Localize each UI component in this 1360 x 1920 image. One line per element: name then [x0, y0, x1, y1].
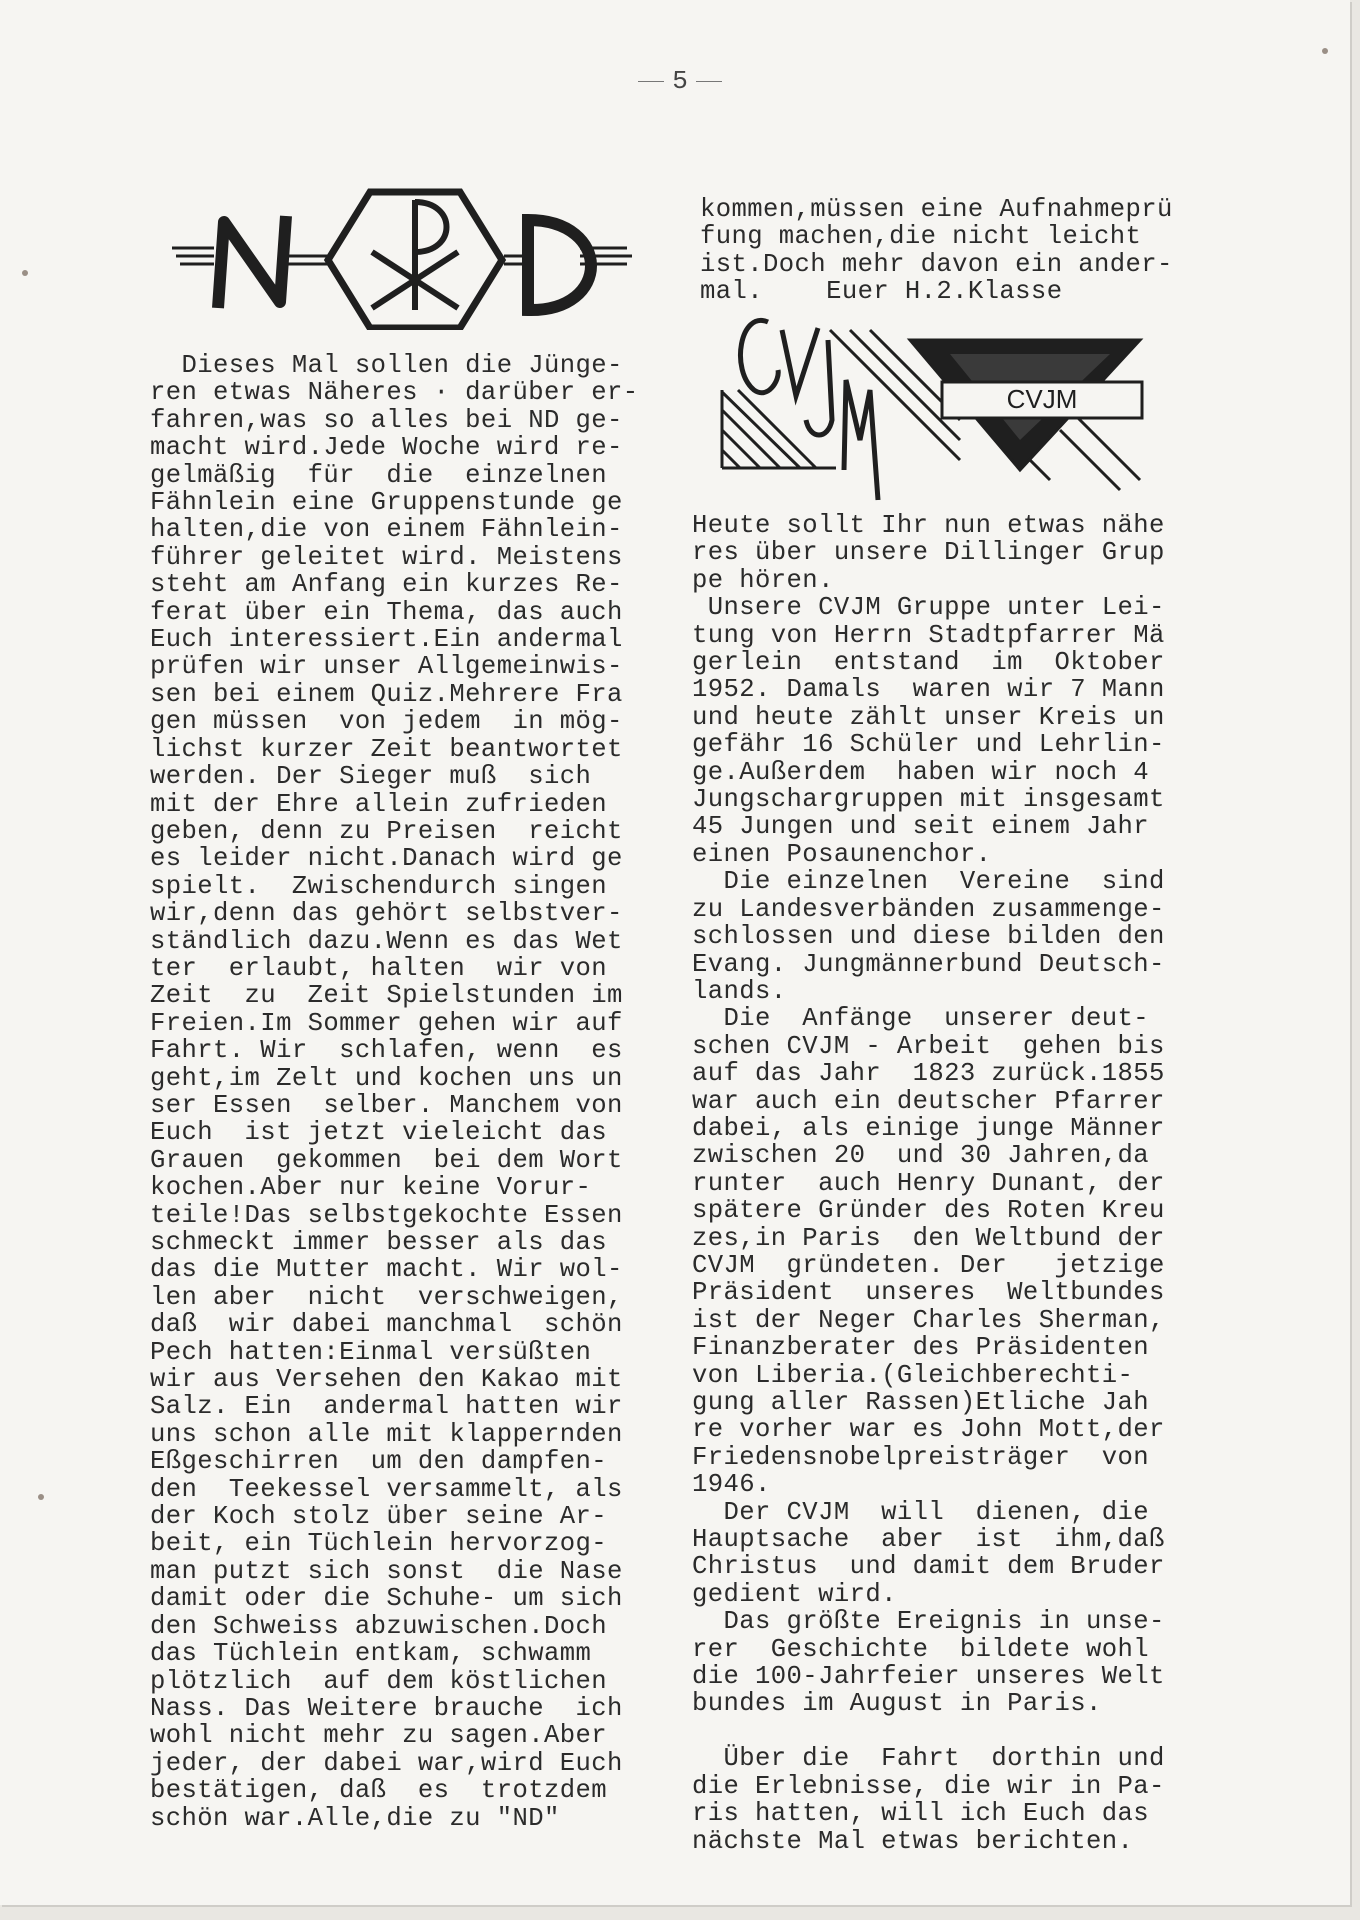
text-line: schen CVJM - Arbeit gehen bis [692, 1031, 1165, 1061]
text-line: Über die Fahrt dorthin und [692, 1744, 1165, 1774]
text-line: ist der Neger Charles Sherman, [692, 1305, 1165, 1335]
text-line: 1946. [692, 1470, 771, 1500]
text-line: ferat über ein Thema, das auch [150, 597, 623, 627]
text-line: CVJM gründeten. Der jetzige [692, 1250, 1165, 1280]
text-line: res über unsere Dillinger Grup [692, 538, 1165, 568]
text-line: schlossen und diese bilden den [692, 922, 1165, 952]
text-line: wohl nicht mehr zu sagen.Aber [150, 1721, 608, 1751]
text-line: 45 Jungen und seit einem Jahr [692, 812, 1150, 842]
text-line: nächste Mal etwas berichten. [692, 1826, 1134, 1856]
text-line: Freien.Im Sommer gehen wir auf [150, 1008, 623, 1038]
paper-speck [22, 270, 28, 276]
text-line: Salz. Ein andermal hatten wir [150, 1392, 623, 1422]
text-line: wir aus Versehen den Kakao mit [150, 1365, 623, 1395]
text-line: prüfen wir unser Allgemeinwis- [150, 652, 623, 682]
text-line: steht am Anfang ein kurzes Re- [150, 570, 623, 600]
text-line: einen Posaunenchor. [692, 839, 992, 869]
text-line: tung von Herrn Stadtpfarrer Mä [692, 620, 1165, 650]
text-line: daß wir dabei manchmal schön [150, 1310, 623, 1340]
text-line: Unsere CVJM Gruppe unter Lei- [692, 593, 1165, 623]
right-column-text [692, 512, 1212, 1855]
text-line: ist.Doch mehr davon ein ander- [700, 249, 1173, 279]
text-line: führer geleitet wird. Meistens [150, 542, 623, 572]
page-number [620, 66, 740, 96]
text-line: fung machen,die nicht leicht [700, 222, 1142, 252]
cvjm-banner-text: CVJM [1006, 384, 1078, 414]
text-line: geben, denn zu Preisen reicht [150, 816, 623, 846]
dash-right [696, 81, 722, 82]
left-column-text [150, 352, 670, 1832]
text-line: gerlein entstand im Oktober [692, 648, 1165, 678]
text-line: damit oder die Schuhe- um sich [150, 1584, 623, 1614]
cvjm-triangle-logo-icon [720, 300, 1160, 520]
text-line: die 100-Jahrfeier unseres Welt [692, 1662, 1165, 1692]
text-line: geht,im Zelt und kochen uns un [150, 1063, 623, 1093]
text-line: das Tüchlein entkam, schwamm [150, 1639, 592, 1669]
text-line: gefähr 16 Schüler und Lehrlin- [692, 730, 1165, 760]
text-line: kochen.Aber nur keine Vorur- [150, 1173, 592, 1203]
text-line: Christus und damit dem Bruder [692, 1552, 1165, 1582]
text-line: ständlich dazu.Wenn es das Wet [150, 926, 623, 956]
text-line: das die Mutter macht. Wir wol- [150, 1255, 623, 1285]
text-line: der Koch stolz über seine Ar- [150, 1502, 608, 1532]
text-line: sen bei einem Quiz.Mehrere Fra [150, 679, 623, 709]
text-line: Hauptsache aber ist ihm,daß [692, 1525, 1165, 1555]
text-line: die Erlebnisse, die wir in Pa- [692, 1771, 1165, 1801]
text-line: Jungschargruppen mit insgesamt [692, 785, 1165, 815]
text-line: teile!Das selbstgekochte Essen [150, 1200, 623, 1230]
text-line: Die Anfänge unserer deut- [692, 1004, 1150, 1034]
text-line: Grauen gekommen bei dem Wort [150, 1145, 623, 1175]
text-line: runter auch Henry Dunant, der [692, 1168, 1165, 1198]
text-line: Das größte Ereignis in unse- [692, 1607, 1165, 1637]
text-line: werden. Der Sieger muß sich [150, 762, 592, 792]
paper-speck [1322, 48, 1328, 54]
text-line: bestätigen, daß es trotzdem [150, 1776, 608, 1806]
text-line: Nass. Das Weitere brauche ich [150, 1693, 623, 1723]
text-line: lichst kurzer Zeit beantwortet [150, 734, 623, 764]
text-line: spätere Gründer des Roten Kreu [692, 1196, 1165, 1226]
text-line: Die einzelnen Vereine sind [692, 867, 1165, 897]
text-line: Präsident unseres Weltbundes [692, 1278, 1165, 1308]
text-line: man putzt sich sonst die Nase [150, 1556, 623, 1586]
text-line: gung aller Rassen)Etliche Jah [692, 1388, 1150, 1417]
dash-left [638, 81, 664, 82]
text-line: gedient wird. [692, 1579, 897, 1609]
text-line: kommen,müssen eine Aufnahmeprü [700, 195, 1173, 224]
text-line: halten,die von einem Fähnlein- [150, 515, 623, 545]
text-line: schön war.Alle,die zu "ND" [150, 1803, 560, 1833]
text-line: Pech hatten:Einmal versüßten [150, 1337, 592, 1367]
text-line: ter erlaubt, halten wir von [150, 953, 608, 983]
paper-speck [38, 1494, 44, 1500]
text-line: Friedensnobelpreisträger von [692, 1442, 1150, 1472]
text-line: und heute zählt unser Kreis un [692, 702, 1165, 732]
text-line: zwischen 20 und 30 Jahren,da [692, 1141, 1150, 1171]
text-line: gen müssen von jedem in mög- [150, 707, 623, 737]
text-line: mal. Euer H.2.Klasse [700, 277, 1063, 307]
text-line: schmeckt immer besser als das [150, 1228, 608, 1257]
text-line: Fahrt. Wir schlafen, wenn es [150, 1036, 623, 1066]
text-line: war auch ein deutscher Pfarrer [692, 1086, 1165, 1116]
text-line: es leider nicht.Danach wird ge [150, 844, 623, 874]
text-line: jeder, der dabei war,wird Euch [150, 1748, 623, 1778]
text-line: Fähnlein eine Gruppenstunde ge [150, 488, 623, 518]
text-line: auf das Jahr 1823 zurück.1855 [692, 1059, 1165, 1089]
text-line: Euch ist jetzt vieleicht das [150, 1118, 608, 1148]
text-line: Der CVJM will dienen, die [692, 1497, 1150, 1527]
nd-chi-rho-logo-icon [172, 180, 672, 330]
text-line: rer Geschichte bildete wohl [692, 1634, 1150, 1664]
paper-show-through [680, 140, 1200, 200]
page-number-text: 5 [672, 66, 688, 96]
text-line: zes,in Paris den Weltbund der [692, 1223, 1165, 1253]
text-line: spielt. Zwischendurch singen [150, 871, 608, 901]
text-line: zu Landesverbänden zusammenge- [692, 894, 1165, 924]
text-line: pe hören. [692, 565, 834, 595]
text-line: fahren,was so alles bei ND ge- [150, 405, 623, 435]
text-line: Euch interessiert.Ein andermal [150, 625, 623, 655]
text-line: Dieses Mal sollen die Jünge- [150, 351, 623, 380]
text-line: 1952. Damals waren wir 7 Mann [692, 675, 1165, 705]
text-line: den Schweiss abzuwischen.Doch [150, 1611, 608, 1641]
text-line: ris hatten, will ich Euch das [692, 1799, 1150, 1829]
text-line: plötzlich auf dem köstlichen [150, 1666, 608, 1696]
text-line: wir,denn das gehört selbstver- [150, 899, 623, 929]
text-line [692, 1718, 1212, 1745]
text-line: von Liberia.(Gleichberechti- [692, 1360, 1134, 1390]
text-line: beit, ein Tüchlein hervorzog- [150, 1529, 608, 1559]
text-line: Heute sollt Ihr nun etwas nähe [692, 511, 1165, 540]
text-line: bundes im August in Paris. [692, 1689, 1102, 1719]
text-line: ren etwas Näheres · darüber er- [150, 378, 639, 408]
text-line: len aber nicht verschweigen, [150, 1282, 623, 1312]
text-line: gelmäßig für die einzelnen [150, 460, 608, 490]
text-line: uns schon alle mit klappernden [150, 1419, 623, 1449]
text-line: ser Essen selber. Manchem von [150, 1090, 623, 1120]
text-line: den Teekessel versammelt, als [150, 1474, 623, 1504]
text-line: Finanzberater des Präsidenten [692, 1333, 1150, 1363]
text-line: lands. [692, 976, 787, 1006]
text-line: Eßgeschirren um den dampfen- [150, 1447, 608, 1477]
text-line: mit der Ehre allein zufrieden [150, 789, 608, 819]
text-line: Zeit zu Zeit Spielstunden im [150, 981, 623, 1011]
text-line: macht wird.Jede Woche wird re- [150, 433, 623, 463]
text-line: dabei, als einige junge Männer [692, 1113, 1165, 1143]
top-right-text-block [700, 196, 1220, 306]
text-line: Evang. Jungmännerbund Deutsch- [692, 949, 1165, 979]
text-line: re vorher war es John Mott,der [692, 1415, 1165, 1445]
text-line: ge.Außerdem haben wir noch 4 [692, 757, 1150, 787]
